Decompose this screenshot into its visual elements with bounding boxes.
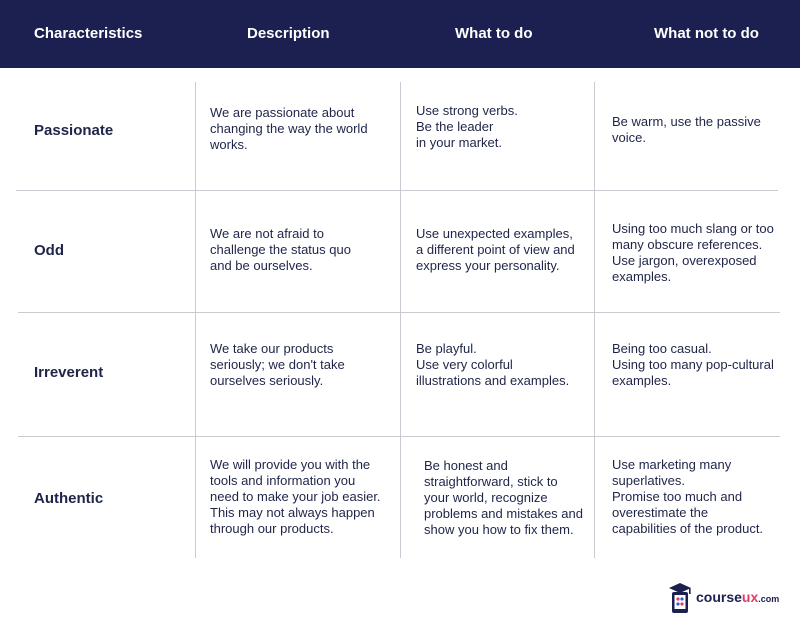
logo-name: course [696,589,742,605]
logo-domain: .com [758,594,780,604]
row-divider [16,190,778,191]
what-to-do-cell: Use unexpected examples, a different point of view and express your personality. [416,226,575,273]
table-header [0,0,800,68]
header-description: Description [247,25,330,42]
column-divider [594,82,595,558]
row-label-authentic: Authentic [34,490,104,507]
logo-wordmark [696,589,779,605]
column-divider [195,82,196,558]
description-cell: We are passionate about changing the way the world works. [210,105,368,152]
description-cell: We will provide you with the tools and information you need to make your job easier. This may not always happen through our products. [210,457,381,536]
row-label-passionate: Passionate [34,122,114,139]
what-not-to-do-cell: Use marketing many superlatives. Promise too much and overestimate the capabilities of the product. [612,457,764,536]
row-divider [18,436,780,437]
courseux-logo[interactable] [668,582,788,614]
what-not-to-do-cell: Be warm, use the passive voice. [612,114,761,145]
row-label-irreverent: Irreverent [34,364,104,381]
what-not-to-do-cell: Being too casual. Using too many pop-cultural examples. [612,341,774,388]
header-what-to-do: What to do [455,25,533,42]
what-to-do-cell: Be honest and straightforward, stick to your world, recognize problems and mistakes and show you how to fix them. [424,458,583,537]
column-divider [400,82,401,558]
what-to-do-cell: Be playful. Use very colorful illustrations and examples. [416,341,570,388]
logo-accent: ux [741,589,759,605]
header-what-not-to-do: What not to do [654,25,759,42]
what-not-to-do-cell: Using too much slang or too many obscure references. Use jargon, overexposed examples. [612,221,774,284]
description-cell: We take our products seriously; we don't take ourselves seriously. [210,341,345,388]
header-characteristics: Characteristics [34,25,143,42]
row-divider [18,312,780,313]
graduation-cap-phone-icon [668,582,694,614]
what-to-do-cell: Use strong verbs. Be the leader in your market. [416,103,518,150]
row-label-odd: Odd [34,242,64,259]
description-cell: We are not afraid to challenge the status quo and be ourselves. [210,226,351,273]
